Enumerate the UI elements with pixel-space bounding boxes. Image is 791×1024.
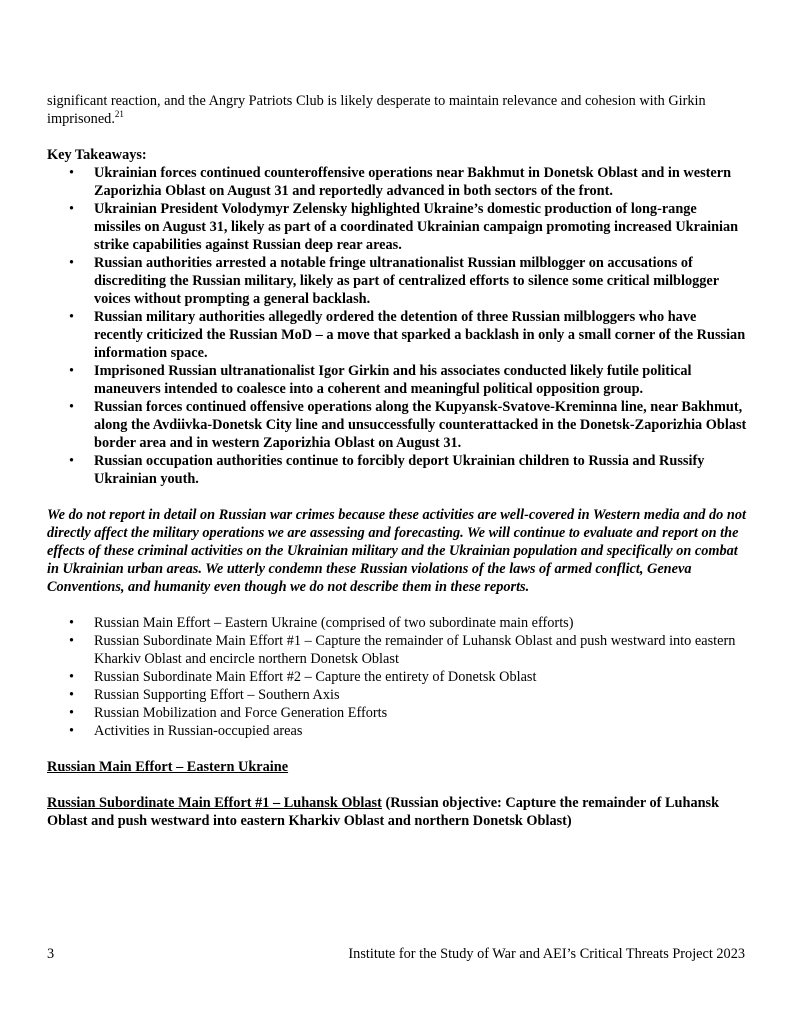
- subordinate-effort-title: Russian Subordinate Main Effort #1 – Luhansk Oblast: [47, 795, 382, 811]
- intro-paragraph: [47, 92, 747, 128]
- subordinate-effort-heading: [47, 794, 747, 830]
- footnote-marker: 21: [114, 109, 124, 120]
- section-list-item: • Activities in Russian-occupied areas: [47, 722, 747, 740]
- key-takeaway-item: • Ukrainian forces continued counteroffensive operations near Bakhmut in Donetsk Oblast and in western Zaporizhia Oblast on August 31 and reportedly advanced in both sectors of the front.: [47, 164, 747, 200]
- section-list-item: • Russian Subordinate Main Effort #1 – Capture the remainder of Luhansk Oblast and push westward into eastern Kharkiv Oblast and encircle northern Donetsk Oblast: [47, 632, 747, 668]
- key-takeaway-item: • Russian forces continued offensive operations along the Kupyansk-Svatove-Kreminna line, near Bakhmut, along the Avdiivka-Donetsk City line and unsuccessfully counterattacked in the Donetsk-Zaporizhia Oblast border area and in western Zaporizhia Oblast on August 31.: [47, 398, 747, 452]
- section-list-item: • Russian Main Effort – Eastern Ukraine (comprised of two subordinate main efforts): [47, 614, 747, 632]
- key-takeaway-item: • Russian authorities arrested a notable fringe ultranationalist Russian milblogger on accusations of discrediting the Russian military, likely as part of centralized efforts to silence some critical milblogger voices without prompting a general backlash.: [47, 254, 747, 308]
- footer-credit: Institute for the Study of War and AEI’s Critical Threats Project 2023: [348, 946, 745, 962]
- key-takeaway-item: • Russian occupation authorities continue to forcibly deport Ukrainian children to Russia and Russify Ukrainian youth.: [47, 452, 747, 488]
- page-number: 3: [47, 946, 55, 962]
- section-list-item: • Russian Mobilization and Force Generation Efforts: [47, 704, 747, 722]
- key-takeaways-title: Key Takeaways:: [47, 147, 147, 163]
- document-page: [47, 92, 747, 830]
- key-takeaway-item: • Ukrainian President Volodymyr Zelensky highlighted Ukraine’s domestic production of long-range missiles on August 31, likely as part of a coordinated Ukrainian campaign promoting increased Ukrainian strike capabilities against Russian deep rear areas.: [47, 200, 747, 254]
- intro-text: significant reaction, and the Angry Patriots Club is likely desperate to maintain relevance and cohesion with Girkin imprisoned.: [47, 93, 706, 127]
- section-list-item: • Russian Supporting Effort – Southern Axis: [47, 686, 747, 704]
- sections-list: [47, 614, 747, 740]
- key-takeaway-item: • Russian military authorities allegedly ordered the detention of three Russian milbloggers who have recently criticized the Russian MoD – a move that sparked a backlash in only a small corner of the Russian information space.: [47, 308, 747, 362]
- key-takeaways-list: [47, 164, 747, 488]
- main-effort-heading: Russian Main Effort – Eastern Ukraine: [47, 759, 289, 775]
- subordinate-effort-objective: (Russian objective: Capture the remainder of Luhansk Oblast and push westward into eastern Kharkiv Oblast and northern Donetsk Oblast): [47, 795, 720, 829]
- war-crimes-disclaimer: We do not report in detail on Russian war crimes because these activities are well-covered in Western media and do not directly affect the military operations we are assessing and forecasting. We will continue to evaluate and report on the effects of these criminal activities on the Ukrainian military and the Ukrainian population and specifically on combat in Ukrainian urban areas. We utterly condemn these Russian violations of the laws of armed conflict, Geneva Conventions, and humanity even though we do not describe them in these reports.: [47, 507, 746, 595]
- section-list-item: • Russian Subordinate Main Effort #2 – Capture the entirety of Donetsk Oblast: [47, 668, 747, 686]
- key-takeaway-item: • Imprisoned Russian ultranationalist Igor Girkin and his associates conducted likely futile political maneuvers intended to coalesce into a coherent and meaningful political opposition group.: [47, 362, 747, 398]
